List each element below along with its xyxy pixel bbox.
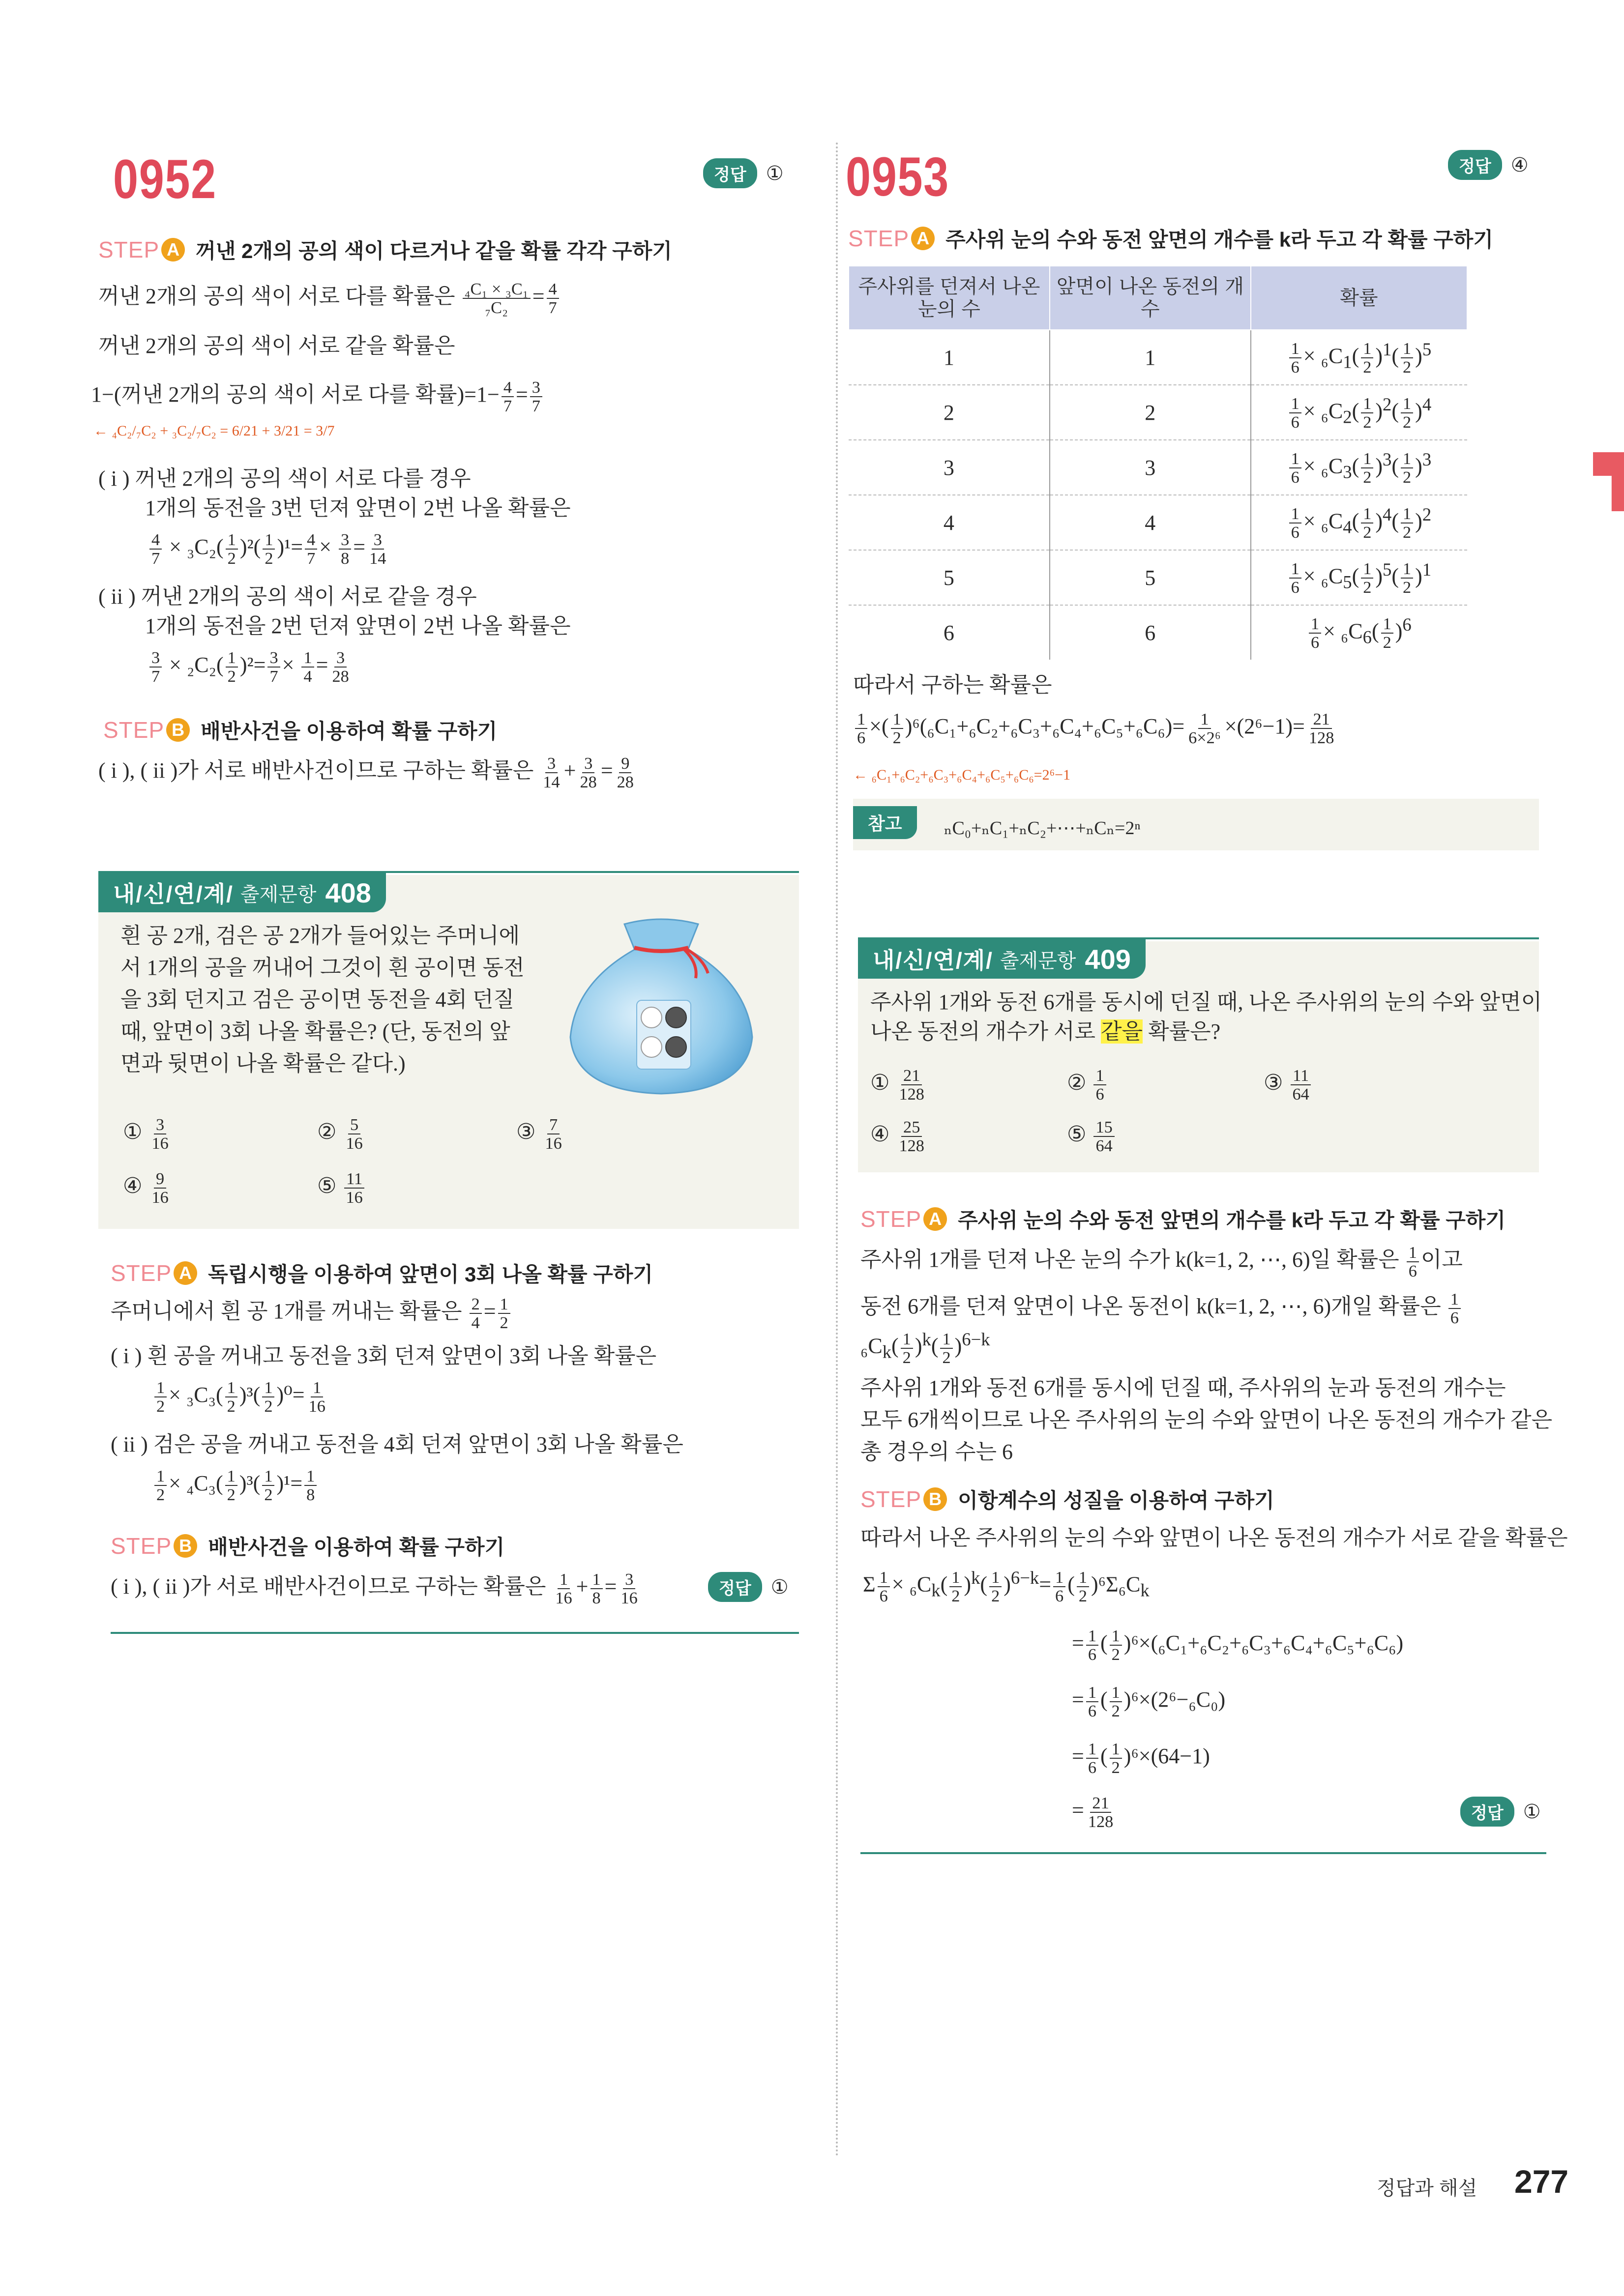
- line-text: ( i ), ( ii )가 서로 배반사건이므로 구하는 확률은: [111, 1574, 546, 1599]
- text-line: 동전 6개를 던져 앞면이 나온 동전이 k(k=1, 2, ⋯, 6)개일 확률은 $\frac{1}{6}$: [860, 1290, 1463, 1327]
- box-text-line: 흰 공 2개, 검은 공 2개가 들어있는 주머니에: [120, 924, 520, 948]
- text-line: 모두 6개씩이므로 나온 주사위의 눈의 수와 앞면이 나온 동전의 개수가 같은: [860, 1408, 1553, 1432]
- reference-label: 참고: [853, 806, 917, 839]
- step-letter: A: [174, 1261, 197, 1285]
- side-note: ← ₄C₂/₇C₂ + ₃C₂/₇C₂ = 6/21 + 3/21 = 3/7: [93, 423, 335, 439]
- table-header: 확률: [1251, 266, 1467, 330]
- step-letter: B: [174, 1534, 197, 1558]
- problem-number: 0953: [846, 146, 949, 207]
- pouch-illustration: [556, 914, 767, 1101]
- choice-3[interactable]: ③ $\frac{7}{16}$: [516, 1115, 562, 1153]
- step-title: 꺼낸 2개의 공의 색이 다르거나 같을 확률 각각 구하기: [196, 239, 672, 262]
- choice-2[interactable]: ② $\frac{5}{16}$: [317, 1115, 363, 1153]
- formula: = $\frac{1}{6}$ ( $\frac{1}{2}$ )⁶×(2⁶−₆C₀): [1072, 1683, 1226, 1721]
- step-letter: A: [923, 1207, 947, 1231]
- formula: Σ $\frac{1}{6}$ × $_6C_k$( $\frac{1}{2}$ )$^k$( $\frac{1}{2}$ )$^{6-k}$= $\frac{1}{6}$ ( $\frac{1}{2}$ )$^6\Sigma_6C_k$: [863, 1568, 1150, 1605]
- choice-3[interactable]: ③ $\frac{11}{64}$: [1264, 1067, 1313, 1103]
- formula: = $\frac{21}{128}$: [1072, 1794, 1114, 1831]
- chapter-tab: [1593, 452, 1624, 511]
- choice-2[interactable]: ② $\frac{1}{6}$: [1067, 1067, 1108, 1103]
- step-letter: B: [166, 718, 190, 742]
- text-line: 주사위 1개와 동전 6개를 동시에 던질 때, 주사위의 눈과 동전의 개수는: [860, 1376, 1506, 1400]
- box-text-line: 서 1개의 공을 꺼내어 그것이 흰 공이면 동전: [120, 956, 525, 980]
- text-line: 꺼낸 2개의 공의 색이 서로 같을 확률은: [98, 334, 455, 358]
- table-row: 5 5 $\frac{1}{6}$ × $_6C_5$( $\frac{1}{2}$ )$^5$( $\frac{1}{2}$ )$^1$: [849, 550, 1467, 605]
- answer-badge: [708, 1572, 789, 1602]
- line-text: 나온 동전의 개수가 서로: [870, 1019, 1101, 1044]
- formula: = $\frac{1}{6}$ ( $\frac{1}{2}$ )⁶×(64−1): [1072, 1740, 1210, 1777]
- line-text: ( i ), ( ii )가 서로 배반사건이므로 구하는 확률은: [98, 758, 534, 783]
- table-row: 3 3 $\frac{1}{6}$ × $_6C_3$( $\frac{1}{2}$ )$^3$( $\frac{1}{2}$ )$^3$: [849, 440, 1467, 495]
- step-b-heading: [111, 1531, 504, 1561]
- box-tag: 내/신/연/계/: [873, 948, 993, 973]
- box-tag: 내/신/연/계/: [113, 881, 234, 907]
- answer-value: ④: [1510, 154, 1529, 176]
- step-b-heading: [103, 715, 497, 745]
- page-number: 277: [1514, 2163, 1569, 2200]
- step-title: 주사위 눈의 수와 동전 앞면의 개수를 k라 두고 각 확률 구하기: [945, 228, 1493, 251]
- text-line: 주사위 1개를 던져 나온 눈의 수가 k(k=1, 2, ⋯, 6)일 확률은 $\frac{1}{6}$ 이고: [860, 1243, 1463, 1281]
- box-text-line: [870, 1020, 1220, 1044]
- text-line: 따라서 나온 주사위의 눈의 수와 앞면이 나온 동전의 개수가 서로 같을 확률은: [860, 1526, 1568, 1550]
- probability-table: [848, 265, 1468, 660]
- table-row: 1 1 $\frac{1}{6}$ × $_6C_1$( $\frac{1}{2}$ )$^1$( $\frac{1}{2}$ )$^5$: [849, 330, 1467, 385]
- text-line: 꺼낸 2개의 공의 색이 서로 다를 확률은 $\frac{\text{₄C₁ × ₃C₁}}{\text{₇C₂}}$ = $\frac{4}{7}$: [98, 280, 561, 317]
- choice-1[interactable]: ① $\frac{21}{128}$: [870, 1066, 924, 1104]
- answer-badge: [1460, 1797, 1541, 1827]
- answer-value: ①: [770, 1576, 789, 1598]
- step-letter: A: [161, 238, 185, 262]
- box-text-line: 을 3회 던지고 검은 공이면 동전을 4회 던질: [120, 988, 515, 1012]
- step-label: STEP: [103, 717, 165, 743]
- answer-badge: [703, 158, 784, 188]
- choice-1[interactable]: ① $\frac{3}{16}$: [123, 1115, 169, 1153]
- step-title: 이항계수의 성질을 이용하여 구하기: [958, 1489, 1274, 1512]
- step-label: STEP: [860, 1486, 922, 1512]
- step-a-heading: [111, 1258, 653, 1288]
- choice-4[interactable]: ④ $\frac{25}{128}$: [870, 1118, 924, 1156]
- section-separator: [111, 1632, 799, 1634]
- formula: $\frac{1}{2}$ × ₃C₃( $\frac{1}{2}$ )³( $\frac{1}{2}$ )⁰= $\frac{1}{16}$: [152, 1379, 329, 1415]
- formula: $_6C_k$( $\frac{1}{2}$ )$^k$( $\frac{1}{2}$ )$^{6-k}$: [860, 1329, 990, 1367]
- formula: = $\frac{1}{6}$ ( $\frac{1}{2}$ )⁶×(₆C₁+₆C₂+₆C₃+₆C₄+₆C₅+₆C₆): [1072, 1627, 1404, 1664]
- case-ii-text: ( ii ) 검은 공을 꺼내고 동전을 4회 던져 앞면이 3회 나올 확률은: [111, 1432, 683, 1456]
- highlighted-word: 같을: [1101, 1019, 1143, 1044]
- box-text-line: 때, 앞면이 3회 나올 확률은? (단, 동전의 앞: [120, 1019, 510, 1044]
- line-text: 1−(꺼낸 2개의 공의 색이 서로 다를 확률)=1−: [91, 382, 500, 407]
- text-line: 따라서 구하는 확률은: [853, 673, 1052, 697]
- text-line: ( i ), ( ii )가 서로 배반사건이므로 구하는 확률은 $\frac{1}{16}$ + $\frac{1}{8}$ = $\frac{3}{16}$: [111, 1570, 638, 1608]
- step-title: 배반사건을 이용하여 확률 구하기: [208, 1536, 505, 1559]
- linked-problem-header: [858, 939, 1146, 979]
- box-subtitle: 출제문항: [1000, 950, 1076, 972]
- table-row: 4 4 $\frac{1}{6}$ × $_6C_4$( $\frac{1}{2}$ )$^4$( $\frac{1}{2}$ )$^2$: [849, 495, 1467, 550]
- box-number: 408: [325, 877, 371, 908]
- line-text: 주머니에서 흰 공 1개를 꺼내는 확률은: [111, 1299, 462, 1324]
- step-letter: A: [911, 227, 935, 250]
- table-row: 2 2 $\frac{1}{6}$ × $_6C_2$( $\frac{1}{2}$ )$^2$( $\frac{1}{2}$ )$^4$: [849, 385, 1467, 440]
- box-text-line: 면과 뒷면이 나올 확률은 같다.): [120, 1051, 406, 1075]
- line-text: 주사위 1개를 던져 나온 눈의 수가 k(k=1, 2, ⋯, 6)일 확률은: [860, 1248, 1399, 1272]
- case-i-heading: ( i ) 꺼낸 2개의 공의 색이 서로 다를 경우: [98, 466, 471, 491]
- linked-problem-header: [98, 873, 386, 912]
- answer-label: 정답: [703, 158, 757, 188]
- text-line: 1−(꺼낸 2개의 공의 색이 서로 다를 확률)=1− $\frac{4}{7}$ = $\frac{3}{7}$: [91, 378, 544, 415]
- text-line: 주머니에서 흰 공 1개를 꺼내는 확률은 $\frac{2}{4}$ = $\frac{1}{2}$: [111, 1295, 512, 1332]
- box-text-line: 주사위 1개와 동전 6개를 동시에 던질 때, 나온 주사위의 눈의 수와 앞면이: [870, 990, 1542, 1014]
- formula: $\frac{3}{7}$ × ₂C₂( $\frac{1}{2}$ )²= $\frac{3}{7}$ × $\frac{1}{4}$ = $\frac{3}{28}$: [148, 649, 353, 685]
- step-a-heading: [98, 235, 672, 264]
- step-a-heading: [860, 1204, 1506, 1234]
- line-text: 확률은?: [1143, 1019, 1221, 1044]
- column-divider: [836, 143, 838, 2158]
- footer-label: 정답과 해설: [1377, 2178, 1477, 2199]
- line-text: 이고: [1420, 1248, 1463, 1272]
- case-ii-heading: ( ii ) 꺼낸 2개의 공의 색이 서로 같을 경우: [98, 584, 477, 609]
- answer-value: ①: [1523, 1801, 1541, 1823]
- choice-4[interactable]: ④ $\frac{9}{16}$: [123, 1169, 169, 1207]
- table-header: 주사위를 던져서 나온 눈의 수: [849, 266, 1050, 330]
- step-label: STEP: [860, 1206, 922, 1232]
- reference-text: ₙC₀+ₙC₁+ₙC₂+⋯+ₙCₙ=2ⁿ: [944, 818, 1141, 839]
- step-letter: B: [923, 1487, 947, 1511]
- formula: $\frac{4}{7}$ × ₃C₂( $\frac{1}{2}$ )²( $\frac{1}{2}$ )¹= $\frac{4}{7}$ × $\frac{3}{8}$ = $\frac{3}{14}$: [148, 531, 390, 567]
- step-title: 배반사건을 이용하여 확률 구하기: [201, 720, 498, 743]
- side-note: ← ₆C₁+₆C₂+₆C₃+₆C₄+₆C₅+₆C₆=2⁶−1: [853, 767, 1070, 783]
- step-b-heading: [860, 1484, 1274, 1514]
- case-i-text: 1개의 동전을 3번 던져 앞면이 2번 나올 확률은: [145, 496, 571, 520]
- step-label: STEP: [98, 237, 160, 262]
- step-label: STEP: [111, 1260, 172, 1286]
- case-ii-text: 1개의 동전을 2번 던져 앞면이 2번 나올 확률은: [145, 614, 571, 638]
- box-number: 409: [1085, 943, 1131, 975]
- line-text: 꺼낸 2개의 공의 색이 서로 다를 확률은: [98, 284, 455, 309]
- formula: $\frac{1}{2}$ × ₄C₃( $\frac{1}{2}$ )³( $\frac{1}{2}$ )¹= $\frac{1}{8}$: [152, 1467, 319, 1504]
- formula: $\frac{1}{6}$ ×( $\frac{1}{2}$ )⁶(₆C₁+₆C₂+₆C₃+₆C₄+₆C₅+₆C₆)= $\frac{1}{\text{6×2⁶}}$ ×(2⁶−1)= $\frac{21}{128}$: [853, 710, 1338, 747]
- answer-badge: [1448, 150, 1529, 180]
- problem-number: 0952: [113, 148, 217, 210]
- step-label: STEP: [848, 226, 910, 251]
- text-line: ( i ), ( ii )가 서로 배반사건이므로 구하는 확률은 $\frac{3}{14}$ + $\frac{3}{28}$ = $\frac{9}{28}$: [98, 754, 634, 792]
- answer-value: ①: [766, 162, 784, 184]
- line-text: 동전 6개를 던져 앞면이 나온 동전이 k(k=1, 2, ⋯, 6)개일 확률은: [860, 1294, 1441, 1319]
- section-separator: [860, 1852, 1546, 1854]
- table-header: 앞면이 나온 동전의 개수: [1050, 266, 1251, 330]
- step-title: 주사위 눈의 수와 동전 앞면의 개수를 k라 두고 각 확률 구하기: [958, 1209, 1506, 1232]
- choice-5[interactable]: ⑤ $\frac{15}{64}$: [1067, 1118, 1117, 1155]
- step-label: STEP: [111, 1533, 172, 1559]
- answer-label: 정답: [1448, 150, 1502, 180]
- step-title: 독립시행을 이용하여 앞면이 3회 나올 확률 구하기: [208, 1263, 653, 1286]
- box-subtitle: 출제문항: [240, 883, 317, 905]
- answer-label: 정답: [1460, 1797, 1514, 1827]
- choice-5[interactable]: ⑤ $\frac{11}{16}$: [317, 1170, 367, 1206]
- case-i-text: ( i ) 흰 공을 꺼내고 동전을 3회 던져 앞면이 3회 나올 확률은: [111, 1344, 657, 1368]
- table-row: 6 6 $\frac{1}{6}$ × $_6C_6$( $\frac{1}{2}$ )$^6$: [849, 605, 1467, 660]
- text-line: 총 경우의 수는 6: [860, 1440, 1013, 1464]
- step-a-heading: [848, 224, 1493, 253]
- answer-label: 정답: [708, 1572, 762, 1602]
